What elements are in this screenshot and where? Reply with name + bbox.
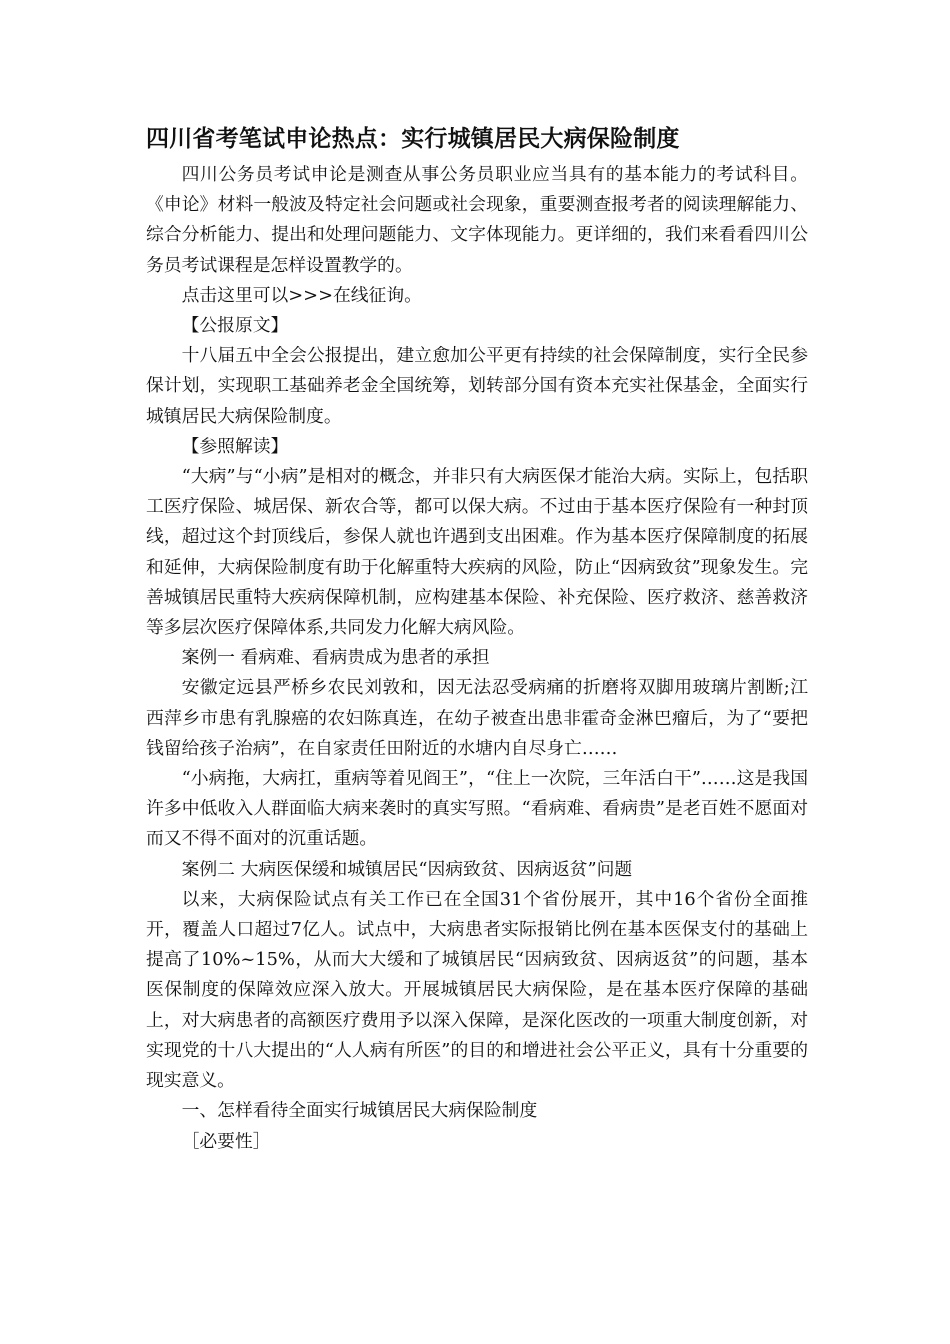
case-two-paragraph: 以来，大病保险试点有关工作已在全国31个省份展开，其中16个省份全面推开，覆盖人口超过7亿人。试点中，大病患者实际报销比例在基本医保支付的基础上提高了10%~15%，从而大大缓和了城镇居民“因病致贫、因病返贫”的问题，基本医保制度的保障效应深入放大。开展城镇居民大病保险，是在基本医疗保障的基础上，对大病患者的高额医疗费用予以深入保障，是深化医改的一项重大制度创新，对实现党的十八大提出的“人人病有所医”的目的和增进社会公平正义，具有十分重要的现实意义。 [146, 888, 808, 1092]
consult-link-paragraph: 点击这里可以>>>在线征询。 [181, 284, 422, 306]
bulletin-paragraph: 十八届五中全会公报提出，建立愈加公平更有持续的社会保障制度，实行全民参保计划，实现职工基础养老金全国统筹，划转部分国有资本充实社保基金，全面实行城镇居民大病保险制度。 [146, 345, 808, 427]
intro-paragraph: 四川公务员考试申论是测查从事公务员职业应当具有的基本能力的考试科目。《申论》材料一般波及特定社会问题或社会现象，重要测查报考者的阅读理解能力、综合分析能力、提出和处理问题能力、文字体现能力。更详细的，我们来看看四川公务员考试课程是怎样设置教学的。 [146, 164, 808, 276]
case-two-heading: 案例二 大病医保缓和城镇居民“因病致贫、因病返贫”问题 [181, 858, 633, 880]
section-one-heading: 一、怎样看待全面实行城镇居民大病保险制度 [181, 1100, 538, 1122]
case-one-heading: 案例一 看病难、看病贵成为患者的承担 [181, 647, 490, 669]
document-page [146, 122, 808, 1157]
case-one-quote-paragraph: “小病拖，大病扛，重病等着见阎王”，“住上一次院，三年活白干”……这是我国许多中低收入人群面临大病来袭时的真实写照。“看病难、看病贵”是老百姓不愿面对而又不得不面对的沉重话题。 [146, 768, 808, 850]
interpretation-paragraph: “大病”与“小病”是相对的概念，并非只有大病医保才能治大病。实际上，包括职工医疗保险、城居保、新农合等，都可以保大病。不过由于基本医疗保险有一种封顶线，超过这个封顶线后，参保人就也许遇到支出困难。作为基本医疗保障制度的拓展和延伸，大病保险制度有助于化解重特大疾病的风险，防止“因病致贫”现象发生。完善城镇居民重特大疾病保障机制，应构建基本保险、补充保险、医疗救济、慈善救济等多层次医疗保障体系,共同发力化解大病风险。 [146, 466, 808, 639]
case-one-paragraph: 安徽定远县严桥乡农民刘敦和，因无法忍受病痛的折磨将双脚用玻璃片割断;江西萍乡市患有乳腺癌的农妇陈真连，在幼子被查出患非霍奇金淋巴瘤后，为了“要把钱留给孩子治病”，在自家责任田附近的水塘内自尽身亡…… [146, 677, 808, 759]
section-heading-interpretation: 【参照解读】 [181, 435, 289, 457]
document-title: 四川省考笔试申论热点：实行城镇居民大病保险制度 [146, 126, 680, 152]
section-heading-bulletin-text: 【公报原文】 [181, 315, 289, 337]
necessity-heading: ［必要性］ [181, 1130, 271, 1152]
